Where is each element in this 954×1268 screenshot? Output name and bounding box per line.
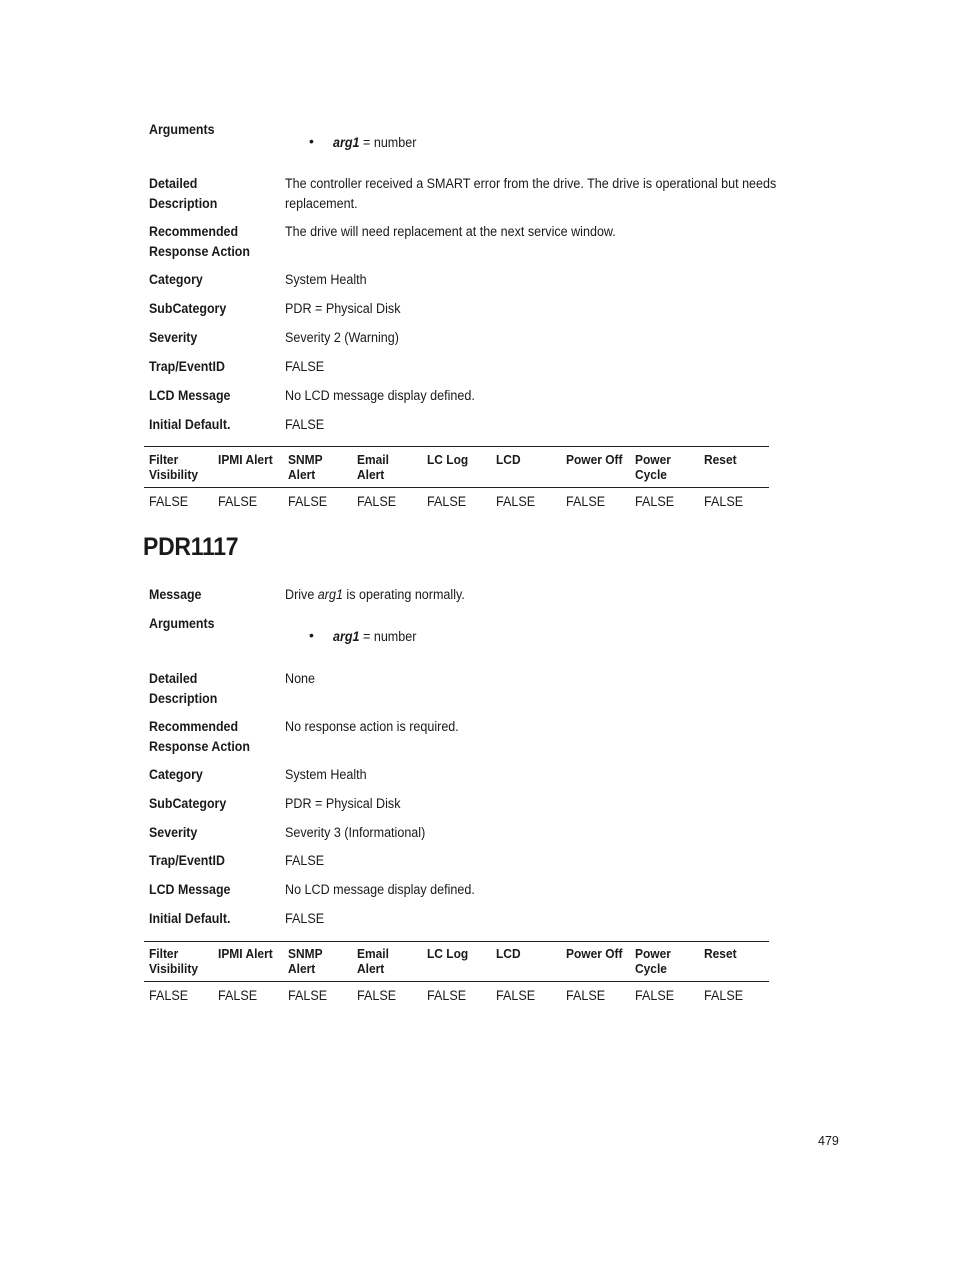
recommended-action-value: No response action is required. <box>285 719 459 734</box>
table-header-rule <box>144 981 769 982</box>
table-cell: FALSE <box>704 988 744 1003</box>
bullet-icon: • <box>309 133 314 149</box>
initial-default-label: Initial Default. <box>149 911 231 926</box>
table-cell: FALSE <box>357 988 397 1003</box>
table-header-cell: LCD <box>496 452 521 467</box>
trap-value: FALSE <box>285 853 325 868</box>
table-header-cell: Email Alert <box>357 946 389 976</box>
message-text: is operating normally. <box>342 587 465 602</box>
argument-value: = number <box>359 629 417 644</box>
table-cell: FALSE <box>288 494 328 509</box>
category-label: Category <box>149 272 203 287</box>
table-cell: FALSE <box>427 988 467 1003</box>
table-header-cell: Filter Visibility <box>149 452 198 482</box>
recommended-action-label: Recommended Response Action <box>149 719 250 754</box>
severity-label: Severity <box>149 825 198 840</box>
table-cell: FALSE <box>635 988 675 1003</box>
table-header-cell: IPMI Alert <box>218 946 273 961</box>
subcategory-label: SubCategory <box>149 301 227 316</box>
table-header-rule <box>144 487 769 488</box>
recommended-action-label: Recommended Response Action <box>149 224 250 259</box>
bullet-icon: • <box>309 627 314 643</box>
severity-value: Severity 2 (Warning) <box>285 330 399 345</box>
table-cell: FALSE <box>496 494 536 509</box>
arguments-label: Arguments <box>149 616 215 631</box>
section-title: PDR1117 <box>143 533 239 561</box>
page-number: 479 <box>818 1134 839 1148</box>
severity-label: Severity <box>149 330 198 345</box>
table-header-cell: Reset <box>704 452 737 467</box>
table-cell: FALSE <box>635 494 675 509</box>
detailed-description-label: Detailed Description <box>149 176 218 211</box>
argument-name: arg1 <box>333 135 360 150</box>
message-argument: arg1 <box>317 587 343 602</box>
table-header-cell: SNMP Alert <box>288 452 323 482</box>
table-header-cell: Power Off <box>566 452 623 467</box>
message-value <box>285 585 806 605</box>
trap-label: Trap/EventID <box>149 359 225 374</box>
recommended-action-value: The drive will need replacement at the next service window. <box>285 224 616 239</box>
message-label: Message <box>149 587 202 602</box>
table-cell: FALSE <box>218 494 258 509</box>
table-header-cell: Power Cycle <box>635 946 671 976</box>
detailed-description-label: Detailed Description <box>149 671 218 706</box>
message-text: Drive <box>285 587 318 602</box>
table-top-rule <box>144 446 769 447</box>
table-cell: FALSE <box>149 494 189 509</box>
subcategory-value: PDR = Physical Disk <box>285 796 401 811</box>
initial-default-label: Initial Default. <box>149 417 231 432</box>
lcd-message-value: No LCD message display defined. <box>285 388 475 403</box>
category-label: Category <box>149 767 203 782</box>
arguments-label: Arguments <box>149 122 215 137</box>
table-header-cell: Email Alert <box>357 452 389 482</box>
subcategory-label: SubCategory <box>149 796 227 811</box>
table-cell: FALSE <box>149 988 189 1003</box>
table-cell: FALSE <box>566 494 606 509</box>
table-cell: FALSE <box>496 988 536 1003</box>
table-cell: FALSE <box>704 494 744 509</box>
initial-default-value: FALSE <box>285 417 325 432</box>
table-cell: FALSE <box>566 988 606 1003</box>
table-header-cell: LC Log <box>427 452 469 467</box>
category-value: System Health <box>285 767 367 782</box>
argument-name: arg1 <box>333 629 360 644</box>
table-cell: FALSE <box>218 988 258 1003</box>
lcd-message-label: LCD Message <box>149 388 231 403</box>
lcd-message-value: No LCD message display defined. <box>285 882 475 897</box>
table-header-cell: LC Log <box>427 946 469 961</box>
table-header-cell: Filter Visibility <box>149 946 198 976</box>
table-header-cell: IPMI Alert <box>218 452 273 467</box>
table-top-rule <box>144 941 769 942</box>
table-cell: FALSE <box>357 494 397 509</box>
lcd-message-label: LCD Message <box>149 882 231 897</box>
detailed-description-value: The controller received a SMART error from the drive. The drive is operational but needs replacement. <box>285 176 777 211</box>
detailed-description-value: None <box>285 671 316 686</box>
argument-value: = number <box>359 135 417 150</box>
table-header-cell: SNMP Alert <box>288 946 323 976</box>
table-header-cell: Power Off <box>566 946 623 961</box>
subcategory-value: PDR = Physical Disk <box>285 301 401 316</box>
table-header-cell: Reset <box>704 946 737 961</box>
trap-label: Trap/EventID <box>149 853 225 868</box>
table-cell: FALSE <box>288 988 328 1003</box>
trap-value: FALSE <box>285 359 325 374</box>
category-value: System Health <box>285 272 367 287</box>
table-header-cell: LCD <box>496 946 521 961</box>
initial-default-value: FALSE <box>285 911 325 926</box>
table-header-cell: Power Cycle <box>635 452 671 482</box>
severity-value: Severity 3 (Informational) <box>285 825 426 840</box>
table-cell: FALSE <box>427 494 467 509</box>
